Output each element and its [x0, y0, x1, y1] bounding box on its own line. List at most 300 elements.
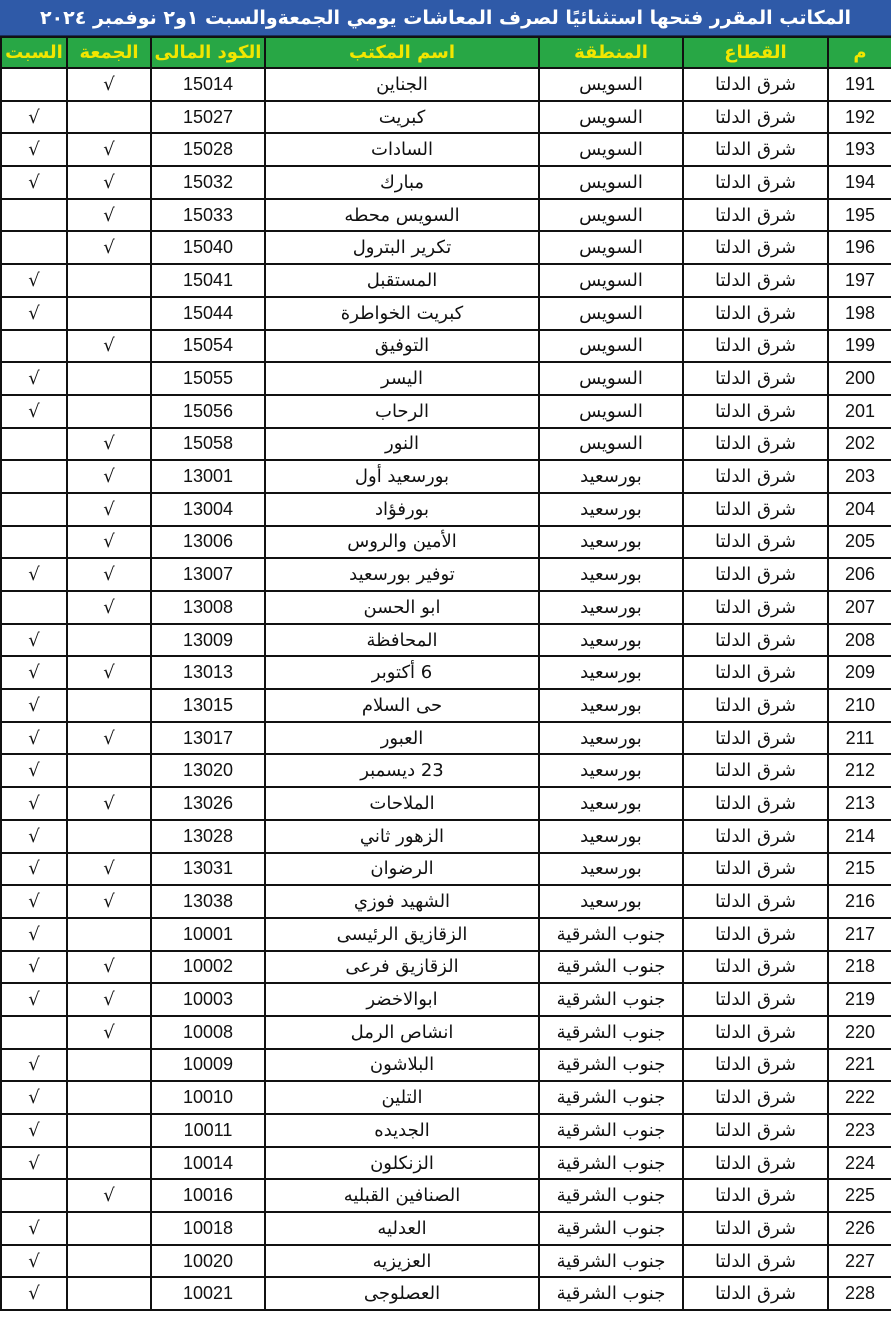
row-number: 192: [828, 101, 891, 134]
sector-cell: شرق الدلتا: [683, 199, 828, 232]
sector-cell: شرق الدلتا: [683, 918, 828, 951]
friday-check-cell: √: [67, 656, 151, 689]
financial-code-cell: 10009: [151, 1049, 265, 1082]
financial-code-cell: 13038: [151, 885, 265, 918]
financial-code-cell: 15027: [151, 101, 265, 134]
table-row: [1, 591, 891, 624]
office-name-cell: توفير بورسعيد: [265, 558, 539, 591]
sector-cell: شرق الدلتا: [683, 1081, 828, 1114]
table-row: [1, 1212, 891, 1245]
friday-check-cell: √: [67, 1016, 151, 1049]
region-cell: السويس: [539, 362, 683, 395]
office-name-cell: العبور: [265, 722, 539, 755]
region-cell: جنوب الشرقية: [539, 983, 683, 1016]
financial-code-cell: 13001: [151, 460, 265, 493]
table-row: [1, 1114, 891, 1147]
financial-code-cell: 13028: [151, 820, 265, 853]
saturday-check-cell: √: [1, 1212, 67, 1245]
row-number: 220: [828, 1016, 891, 1049]
office-name-cell: 23 ديسمبر: [265, 754, 539, 787]
financial-code-cell: 10008: [151, 1016, 265, 1049]
office-name-cell: كبريت الخواطرة: [265, 297, 539, 330]
saturday-check-cell: √: [1, 297, 67, 330]
row-number: 202: [828, 428, 891, 461]
table-row: [1, 231, 891, 264]
table-row: [1, 853, 891, 886]
row-number: 213: [828, 787, 891, 820]
friday-check-cell: [67, 1147, 151, 1180]
office-name-cell: التلين: [265, 1081, 539, 1114]
row-number: 200: [828, 362, 891, 395]
header-row: [1, 37, 891, 68]
region-cell: جنوب الشرقية: [539, 1147, 683, 1180]
sector-cell: شرق الدلتا: [683, 820, 828, 853]
financial-code-cell: 10014: [151, 1147, 265, 1180]
table-row: [1, 656, 891, 689]
saturday-check-cell: √: [1, 689, 67, 722]
saturday-check-cell: [1, 591, 67, 624]
office-name-cell: العدليه: [265, 1212, 539, 1245]
table-body: [1, 68, 891, 1310]
saturday-check-cell: [1, 460, 67, 493]
sector-cell: شرق الدلتا: [683, 1016, 828, 1049]
table-row: [1, 689, 891, 722]
sector-cell: شرق الدلتا: [683, 1049, 828, 1082]
office-name-cell: اليسر: [265, 362, 539, 395]
region-cell: بورسعيد: [539, 558, 683, 591]
offices-table: [0, 36, 891, 1311]
saturday-check-cell: [1, 231, 67, 264]
saturday-check-cell: √: [1, 787, 67, 820]
office-name-cell: النور: [265, 428, 539, 461]
financial-code-cell: 13009: [151, 624, 265, 657]
saturday-check-cell: √: [1, 264, 67, 297]
financial-code-cell: 15014: [151, 68, 265, 101]
row-number: 204: [828, 493, 891, 526]
office-name-cell: الملاحات: [265, 787, 539, 820]
saturday-check-cell: √: [1, 951, 67, 984]
office-name-cell: الصنافين القبليه: [265, 1179, 539, 1212]
saturday-check-cell: √: [1, 722, 67, 755]
sector-cell: شرق الدلتا: [683, 166, 828, 199]
row-number: 215: [828, 853, 891, 886]
friday-check-cell: [67, 395, 151, 428]
row-number: 198: [828, 297, 891, 330]
sector-cell: شرق الدلتا: [683, 853, 828, 886]
region-cell: بورسعيد: [539, 624, 683, 657]
friday-check-cell: [67, 362, 151, 395]
friday-check-cell: [67, 689, 151, 722]
table-row: [1, 624, 891, 657]
saturday-check-cell: √: [1, 656, 67, 689]
financial-code-cell: 13026: [151, 787, 265, 820]
region-cell: السويس: [539, 264, 683, 297]
region-cell: بورسعيد: [539, 656, 683, 689]
sector-cell: شرق الدلتا: [683, 656, 828, 689]
row-number: 224: [828, 1147, 891, 1180]
region-cell: جنوب الشرقية: [539, 1114, 683, 1147]
region-cell: جنوب الشرقية: [539, 1212, 683, 1245]
row-number: 221: [828, 1049, 891, 1082]
region-cell: السويس: [539, 395, 683, 428]
sector-cell: شرق الدلتا: [683, 787, 828, 820]
table-row: [1, 133, 891, 166]
table-row: [1, 558, 891, 591]
office-name-cell: العزيزيه: [265, 1245, 539, 1278]
row-number: 212: [828, 754, 891, 787]
sector-cell: شرق الدلتا: [683, 1277, 828, 1310]
row-number: 196: [828, 231, 891, 264]
table-row: [1, 1147, 891, 1180]
header-office: اسم المكتب: [265, 37, 539, 68]
region-cell: جنوب الشرقية: [539, 1245, 683, 1278]
friday-check-cell: √: [67, 133, 151, 166]
office-name-cell: المستقبل: [265, 264, 539, 297]
page-title: المكاتب المقرر فتحها استثنائيًا لصرف المعاشات يومي الجمعةوالسبت ١و٢ نوفمبر ٢٠٢٤: [0, 0, 891, 36]
friday-check-cell: √: [67, 68, 151, 101]
office-name-cell: بورسعيد أول: [265, 460, 539, 493]
friday-check-cell: √: [67, 983, 151, 1016]
friday-check-cell: [67, 754, 151, 787]
row-number: 227: [828, 1245, 891, 1278]
friday-check-cell: [67, 297, 151, 330]
row-number: 214: [828, 820, 891, 853]
table-row: [1, 754, 891, 787]
office-name-cell: كبريت: [265, 101, 539, 134]
row-number: 226: [828, 1212, 891, 1245]
financial-code-cell: 13004: [151, 493, 265, 526]
sector-cell: شرق الدلتا: [683, 624, 828, 657]
table-row: [1, 722, 891, 755]
office-name-cell: التوفيق: [265, 330, 539, 363]
office-name-cell: العصلوجى: [265, 1277, 539, 1310]
region-cell: السويس: [539, 133, 683, 166]
financial-code-cell: 10018: [151, 1212, 265, 1245]
friday-check-cell: [67, 1114, 151, 1147]
sector-cell: شرق الدلتا: [683, 1245, 828, 1278]
financial-code-cell: 10011: [151, 1114, 265, 1147]
sector-cell: شرق الدلتا: [683, 395, 828, 428]
region-cell: السويس: [539, 68, 683, 101]
saturday-check-cell: √: [1, 983, 67, 1016]
office-name-cell: المحافظة: [265, 624, 539, 657]
financial-code-cell: 15040: [151, 231, 265, 264]
office-name-cell: الجديده: [265, 1114, 539, 1147]
saturday-check-cell: √: [1, 885, 67, 918]
financial-code-cell: 15033: [151, 199, 265, 232]
row-number: 203: [828, 460, 891, 493]
region-cell: جنوب الشرقية: [539, 1081, 683, 1114]
region-cell: جنوب الشرقية: [539, 1179, 683, 1212]
office-name-cell: البلاشون: [265, 1049, 539, 1082]
saturday-check-cell: [1, 526, 67, 559]
sector-cell: شرق الدلتا: [683, 689, 828, 722]
row-number: 193: [828, 133, 891, 166]
region-cell: السويس: [539, 166, 683, 199]
region-cell: بورسعيد: [539, 820, 683, 853]
office-name-cell: بورفؤاد: [265, 493, 539, 526]
sector-cell: شرق الدلتا: [683, 68, 828, 101]
friday-check-cell: [67, 1277, 151, 1310]
sector-cell: شرق الدلتا: [683, 591, 828, 624]
region-cell: بورسعيد: [539, 460, 683, 493]
table-row: [1, 820, 891, 853]
financial-code-cell: 13007: [151, 558, 265, 591]
sector-cell: شرق الدلتا: [683, 754, 828, 787]
friday-check-cell: [67, 820, 151, 853]
friday-check-cell: √: [67, 526, 151, 559]
table-row: [1, 330, 891, 363]
financial-code-cell: 13020: [151, 754, 265, 787]
row-number: 207: [828, 591, 891, 624]
row-number: 228: [828, 1277, 891, 1310]
table-row: [1, 493, 891, 526]
sector-cell: شرق الدلتا: [683, 101, 828, 134]
friday-check-cell: √: [67, 591, 151, 624]
row-number: 209: [828, 656, 891, 689]
row-number: 223: [828, 1114, 891, 1147]
friday-check-cell: √: [67, 428, 151, 461]
saturday-check-cell: √: [1, 1245, 67, 1278]
region-cell: جنوب الشرقية: [539, 918, 683, 951]
financial-code-cell: 10020: [151, 1245, 265, 1278]
row-number: 219: [828, 983, 891, 1016]
table-row: [1, 297, 891, 330]
friday-check-cell: √: [67, 330, 151, 363]
office-name-cell: الزهور ثاني: [265, 820, 539, 853]
sector-cell: شرق الدلتا: [683, 330, 828, 363]
row-number: 217: [828, 918, 891, 951]
row-number: 199: [828, 330, 891, 363]
friday-check-cell: [67, 264, 151, 297]
table-row: [1, 362, 891, 395]
financial-code-cell: 10001: [151, 918, 265, 951]
office-name-cell: انشاص الرمل: [265, 1016, 539, 1049]
region-cell: السويس: [539, 330, 683, 363]
region-cell: بورسعيد: [539, 885, 683, 918]
financial-code-cell: 13015: [151, 689, 265, 722]
sector-cell: شرق الدلتا: [683, 1114, 828, 1147]
row-number: 216: [828, 885, 891, 918]
financial-code-cell: 10002: [151, 951, 265, 984]
friday-check-cell: [67, 1081, 151, 1114]
friday-check-cell: √: [67, 558, 151, 591]
saturday-check-cell: [1, 68, 67, 101]
office-name-cell: الزقازيق فرعى: [265, 951, 539, 984]
financial-code-cell: 15041: [151, 264, 265, 297]
financial-code-cell: 10003: [151, 983, 265, 1016]
friday-check-cell: [67, 1212, 151, 1245]
friday-check-cell: [67, 101, 151, 134]
row-number: 222: [828, 1081, 891, 1114]
friday-check-cell: √: [67, 787, 151, 820]
sector-cell: شرق الدلتا: [683, 1147, 828, 1180]
office-name-cell: الجناين: [265, 68, 539, 101]
friday-check-cell: √: [67, 722, 151, 755]
region-cell: جنوب الشرقية: [539, 1277, 683, 1310]
row-number: 197: [828, 264, 891, 297]
friday-check-cell: √: [67, 231, 151, 264]
friday-check-cell: [67, 1049, 151, 1082]
region-cell: بورسعيد: [539, 493, 683, 526]
office-name-cell: تكرير البترول: [265, 231, 539, 264]
saturday-check-cell: √: [1, 754, 67, 787]
sector-cell: شرق الدلتا: [683, 558, 828, 591]
table-row: [1, 460, 891, 493]
region-cell: جنوب الشرقية: [539, 951, 683, 984]
friday-check-cell: √: [67, 951, 151, 984]
saturday-check-cell: √: [1, 918, 67, 951]
financial-code-cell: 13013: [151, 656, 265, 689]
financial-code-cell: 13031: [151, 853, 265, 886]
sector-cell: شرق الدلتا: [683, 1179, 828, 1212]
saturday-check-cell: √: [1, 1147, 67, 1180]
office-name-cell: السادات: [265, 133, 539, 166]
region-cell: بورسعيد: [539, 722, 683, 755]
row-number: 201: [828, 395, 891, 428]
friday-check-cell: √: [67, 885, 151, 918]
table-row: [1, 199, 891, 232]
friday-check-cell: [67, 1245, 151, 1278]
table-row: [1, 166, 891, 199]
region-cell: السويس: [539, 101, 683, 134]
table-row: [1, 918, 891, 951]
region-cell: السويس: [539, 428, 683, 461]
sector-cell: شرق الدلتا: [683, 264, 828, 297]
region-cell: السويس: [539, 297, 683, 330]
office-name-cell: ابو الحسن: [265, 591, 539, 624]
region-cell: بورسعيد: [539, 591, 683, 624]
financial-code-cell: 10010: [151, 1081, 265, 1114]
sector-cell: شرق الدلتا: [683, 231, 828, 264]
saturday-check-cell: √: [1, 133, 67, 166]
office-name-cell: مبارك: [265, 166, 539, 199]
row-number: 194: [828, 166, 891, 199]
table-row: [1, 264, 891, 297]
saturday-check-cell: [1, 330, 67, 363]
table-row: [1, 787, 891, 820]
row-number: 210: [828, 689, 891, 722]
region-cell: بورسعيد: [539, 526, 683, 559]
header-friday: الجمعة: [67, 37, 151, 68]
office-name-cell: الشهيد فوزي: [265, 885, 539, 918]
financial-code-cell: 15054: [151, 330, 265, 363]
row-number: 218: [828, 951, 891, 984]
saturday-check-cell: √: [1, 362, 67, 395]
office-name-cell: الأمين والروس: [265, 526, 539, 559]
saturday-check-cell: √: [1, 1081, 67, 1114]
sector-cell: شرق الدلتا: [683, 133, 828, 166]
saturday-check-cell: [1, 493, 67, 526]
table-row: [1, 983, 891, 1016]
saturday-check-cell: [1, 1179, 67, 1212]
financial-code-cell: 10021: [151, 1277, 265, 1310]
header-code: الكود المالى: [151, 37, 265, 68]
table-row: [1, 1245, 891, 1278]
row-number: 205: [828, 526, 891, 559]
financial-code-cell: 13006: [151, 526, 265, 559]
friday-check-cell: [67, 624, 151, 657]
saturday-check-cell: √: [1, 166, 67, 199]
friday-check-cell: √: [67, 166, 151, 199]
friday-check-cell: √: [67, 460, 151, 493]
saturday-check-cell: √: [1, 101, 67, 134]
table-header: [1, 37, 891, 68]
sector-cell: شرق الدلتا: [683, 1212, 828, 1245]
saturday-check-cell: [1, 428, 67, 461]
saturday-check-cell: √: [1, 1277, 67, 1310]
financial-code-cell: 15032: [151, 166, 265, 199]
office-name-cell: الرضوان: [265, 853, 539, 886]
sector-cell: شرق الدلتا: [683, 362, 828, 395]
office-name-cell: السويس محطه: [265, 199, 539, 232]
financial-code-cell: 13008: [151, 591, 265, 624]
row-number: 191: [828, 68, 891, 101]
table-row: [1, 1016, 891, 1049]
financial-code-cell: 10016: [151, 1179, 265, 1212]
row-number: 211: [828, 722, 891, 755]
saturday-check-cell: [1, 199, 67, 232]
sector-cell: شرق الدلتا: [683, 297, 828, 330]
office-name-cell: الزقازيق الرئيسى: [265, 918, 539, 951]
sector-cell: شرق الدلتا: [683, 460, 828, 493]
saturday-check-cell: √: [1, 853, 67, 886]
region-cell: بورسعيد: [539, 787, 683, 820]
row-number: 206: [828, 558, 891, 591]
saturday-check-cell: √: [1, 1114, 67, 1147]
table-row: [1, 68, 891, 101]
saturday-check-cell: [1, 1016, 67, 1049]
sector-cell: شرق الدلتا: [683, 526, 828, 559]
friday-check-cell: √: [67, 1179, 151, 1212]
region-cell: جنوب الشرقية: [539, 1049, 683, 1082]
header-region: المنطقة: [539, 37, 683, 68]
region-cell: جنوب الشرقية: [539, 1016, 683, 1049]
table-row: [1, 1179, 891, 1212]
header-sector: القطاع: [683, 37, 828, 68]
saturday-check-cell: √: [1, 395, 67, 428]
office-name-cell: 6 أكتوبر: [265, 656, 539, 689]
sector-cell: شرق الدلتا: [683, 493, 828, 526]
region-cell: بورسعيد: [539, 853, 683, 886]
financial-code-cell: 15055: [151, 362, 265, 395]
saturday-check-cell: √: [1, 624, 67, 657]
office-name-cell: الزنكلون: [265, 1147, 539, 1180]
table-row: [1, 526, 891, 559]
table-row: [1, 1049, 891, 1082]
financial-code-cell: 13017: [151, 722, 265, 755]
financial-code-cell: 15044: [151, 297, 265, 330]
region-cell: السويس: [539, 199, 683, 232]
region-cell: بورسعيد: [539, 689, 683, 722]
table-row: [1, 885, 891, 918]
row-number: 195: [828, 199, 891, 232]
financial-code-cell: 15058: [151, 428, 265, 461]
header-saturday: السبت: [1, 37, 67, 68]
office-name-cell: حى السلام: [265, 689, 539, 722]
financial-code-cell: 15056: [151, 395, 265, 428]
friday-check-cell: √: [67, 853, 151, 886]
friday-check-cell: √: [67, 493, 151, 526]
row-number: 208: [828, 624, 891, 657]
sector-cell: شرق الدلتا: [683, 983, 828, 1016]
header-num: م: [828, 37, 891, 68]
row-number: 225: [828, 1179, 891, 1212]
table-row: [1, 428, 891, 461]
table-row: [1, 951, 891, 984]
friday-check-cell: [67, 918, 151, 951]
sector-cell: شرق الدلتا: [683, 885, 828, 918]
